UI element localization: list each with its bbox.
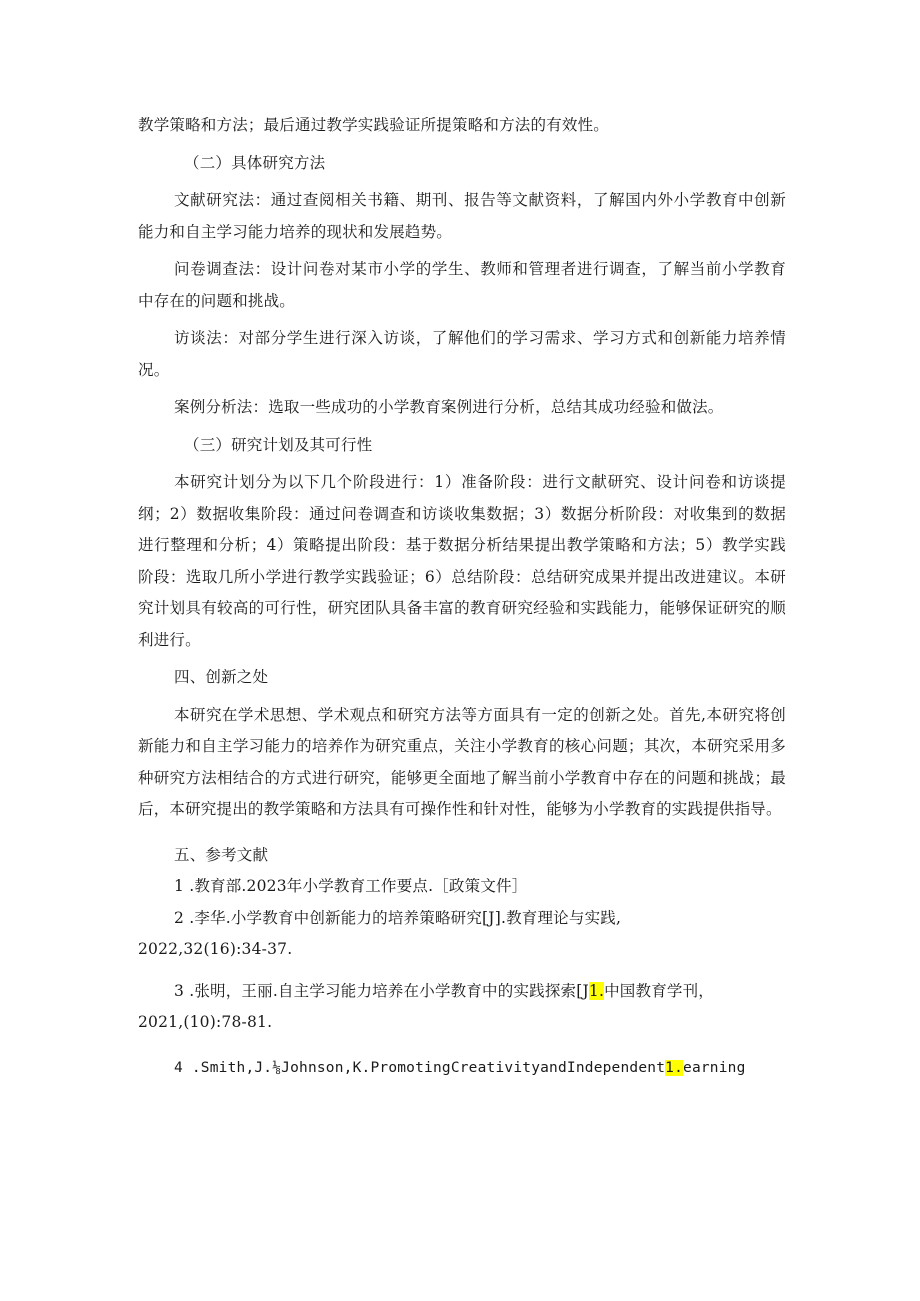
reference-text: 2021,(10):78-81. (138, 1013, 273, 1031)
heading-research-plan: （三）研究计划及其可行性 (184, 435, 373, 454)
paragraph-questionnaire-method: 问卷调查法：设计问卷对某市小学的学生、教师和管理者进行调查，了解当前小学教育中存在的问题和挑战。 (138, 260, 786, 310)
paragraph-interview-method: 访谈法：对部分学生进行深入访谈，了解他们的学习需求、学习方式和创新能力培养情况。 (138, 329, 786, 379)
paragraph-literature-method: 文献研究法：通过查阅相关书籍、期刊、报告等文献资料，了解国内外小学教育中创新能力和自主学习能力培养的现状和发展趋势。 (138, 191, 786, 241)
highlight-mark: 1. (665, 1059, 684, 1076)
reference-item-3-cont (138, 1007, 786, 1039)
paragraph-case-analysis-method: 案例分析法：选取一些成功的小学教育案例进行分析，总结其成功经验和做法。 (174, 398, 724, 416)
heading-specific-methods: （二）具体研究方法 (184, 153, 326, 172)
reference-item-2 (138, 903, 786, 935)
heading-references: 五、参考文献 (174, 845, 269, 864)
paragraph-continuation: 教学策略和方法；最后通过教学实践验证所提策略和方法的有效性。 (138, 116, 610, 134)
heading-innovation: 四、创新之处 (174, 668, 269, 686)
reference-item-2-cont (138, 934, 786, 966)
reference-text: 3 .张明，王丽.自主学习能力培养在小学教育中的实践探索[J (174, 981, 589, 1000)
reference-item-1 (138, 871, 786, 903)
reference-text: 2022,32(16):34-37. (138, 940, 293, 958)
reference-text: 1 .教育部.2023年小学教育工作要点.［政策文件］ (174, 877, 528, 895)
reference-list (138, 871, 786, 1084)
paragraph-research-plan: 本研究计划分为以下几个阶段进行：1）准备阶段：进行文献研究、设计问卷和访谈提纲；2）数据收集阶段：通过问卷调查和访谈收集数据；3）数据分析阶段：对收集到的数据进行整理和分析；4）策略提出阶段：基于数据分析结果提出教学策略和方法；5）教学实践阶段：选取几所小学进行教学实践验证；6）总结阶段：总结研究成果并提出改进建议。本研究计划具有较高的可行性，研究团队具备丰富的教育研究经验和实践能力，能够保证研究的顺利进行。 (138, 473, 786, 649)
reference-item-3 (138, 976, 786, 1008)
highlight-mark: 1. (588, 981, 605, 1000)
reference-text: earning (683, 1059, 746, 1076)
reference-text: 4 .Smith,J.⅛Johnson,K.PromotingCreativityandIndependent (174, 1059, 666, 1076)
paragraph-innovation: 本研究在学术思想、学术观点和研究方法等方面具有一定的创新之处。首先,本研究将创新能力和自主学习能力的培养作为研究重点，关注小学教育的核心问题；其次，本研究采用多种研究方法相结合的方式进行研究，能够更全面地了解当前小学教育中存在的问题和挑战；最后，本研究提出的教学策略和方法具有可操作性和针对性，能够为小学教育的实践提供指导。 (138, 705, 786, 818)
document-page (138, 110, 786, 1084)
reference-item-4 (138, 1053, 786, 1085)
reference-text: 2 .李华.小学教育中创新能力的培养策略研究[J].教育理论与实践, (174, 908, 622, 927)
reference-text: 中国教育学刊， (604, 981, 715, 1000)
